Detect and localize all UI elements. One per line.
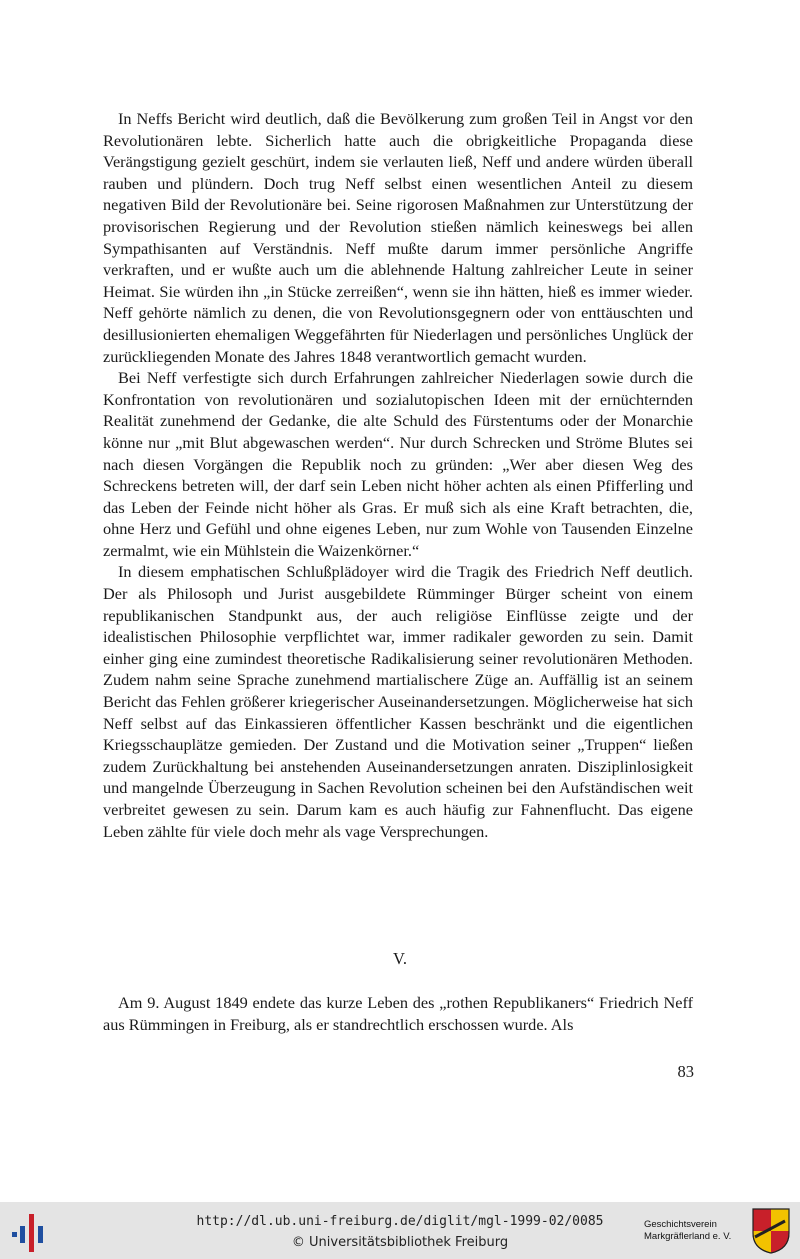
section-heading: V. <box>393 949 407 968</box>
permalink-url[interactable]: http://dl.ub.uni-freiburg.de/diglit/mgl-1999-02/0085 <box>196 1214 604 1229</box>
footer-bar <box>0 1202 800 1259</box>
paragraph-1: In Neffs Bericht wird deutlich, daß die Bevölkerung zum großen Teil in Angst vor den Revolutionären lebte. Sicherlich hatte auch die obrigkeitliche Propaganda diese Verängstigung gezielt geschürt, indem sie verlauten ließ, Neff und andere würden überall rauben und plündern. Doch trug Neff selbst einen wesentlichen Anteil zu diesem negativen Bild der Revolutionäre bei. Seine rigorosen Maßnahmen zur Unterstützung der provisorischen Regierung und der Revolution stießen nämlich keineswegs bei allen Sympathisanten auf Verständnis. Neff mußte darum immer persönliche Angriffe verkraften, und er wußte auch um die ablehnende Haltung zahlreicher Leute in seiner Heimat. Sie würden ihn „in Stücke zerreißen“, wenn sie ihn hätten, hieß es immer wieder. Neff gehörte nämlich zu denen, die von Revolutionsgegnern oder von enttäuschten und desillusionierten ehemaligen Weggefährten für Niederlagen und persönliches Unglück der zurückliegenden Monate des Jahres 1848 verantwortlich gemacht wurden. <box>103 109 693 366</box>
paragraph-3: In diesem emphatischen Schlußplädoyer wird die Tragik des Friedrich Neff deutlich. Der als Philosoph und Jurist ausgebildete Rümminger Bürger scheint von einem republikanischen Standpunkt aus, der auch religiöse Einflüsse zeigte und der idealistischen Philosophie verpflichtet war, immer radikaler geworden zu sein. Damit einher ging eine zumindest theoretische Radikalisierung seiner revolutionären Methoden. Zudem nahm seine Sprache zunehmend martialischere Züge an. Auffällig ist an seinem Bericht das Fehlen größerer kriegerischer Auseinandersetzungen. Möglicherweise hat sich Neff selbst auf das Einkassieren öffentlicher Kassen beschränkt und die eigentlichen Kriegsschauplätze gemieden. Der Zustand und die Motivation seiner „Truppen“ ließen zudem Zurückhaltung bei anstehenden Auseinandersetzungen anraten. Disziplinlosigkeit und mangelnde Überzeugung in Sachen Revolution scheinen bei den Aufständischen weit verbreitet gewesen zu sein. Darum kam es auch häufig zur Fahnenflucht. Das eigene Leben zählte für viele doch mehr als vage Versprechungen. <box>103 562 693 841</box>
society-name-line-2: Markgräflerland e. V. <box>644 1231 732 1242</box>
paragraph-2: Bei Neff verfestigte sich durch Erfahrungen zahlreicher Niederlagen sowie durch die Konfrontation von revolutionären und sozialutopischen Ideen mit der ernüchternden Realität zunehmend der Gedanke, die alte Schuld des Fürstentums oder der Monarchie könne nur „mit Blut abgewaschen werden“. Nur durch Schrecken und Ströme Blutes sei nach diesen Vorgängen die Republik noch zu gründen: „Wer aber diesen Weg des Schreckens betreten will, der darf sein Leben nicht höher achten als einen Pfifferling und das Leben der Feinde nicht höher als Gras. Er muß sich als eine Kraft betrachten, die, ohne Herz und Gefühl und ohne eigenes Leben, nur zum Wohle von Tausenden Einzelne zermalmt, wie ein Mühlstein die Waizenkörner.“ <box>103 368 693 560</box>
body-text <box>103 108 693 842</box>
paragraph-4: Am 9. August 1849 endete das kurze Leben des „rothen Republikaners“ Friedrich Neff aus Rümmingen in Freiburg, als er standrechtlich erschossen wurde. Als <box>103 993 693 1034</box>
body-text-continued <box>103 992 693 1035</box>
society-name-line-1: Geschichtsverein <box>644 1219 717 1230</box>
page-number: 83 <box>677 1062 694 1081</box>
copyright-notice: © Universitätsbibliothek Freiburg <box>291 1235 509 1250</box>
coat-of-arms-icon <box>751 1207 791 1255</box>
society-name <box>644 1219 754 1243</box>
